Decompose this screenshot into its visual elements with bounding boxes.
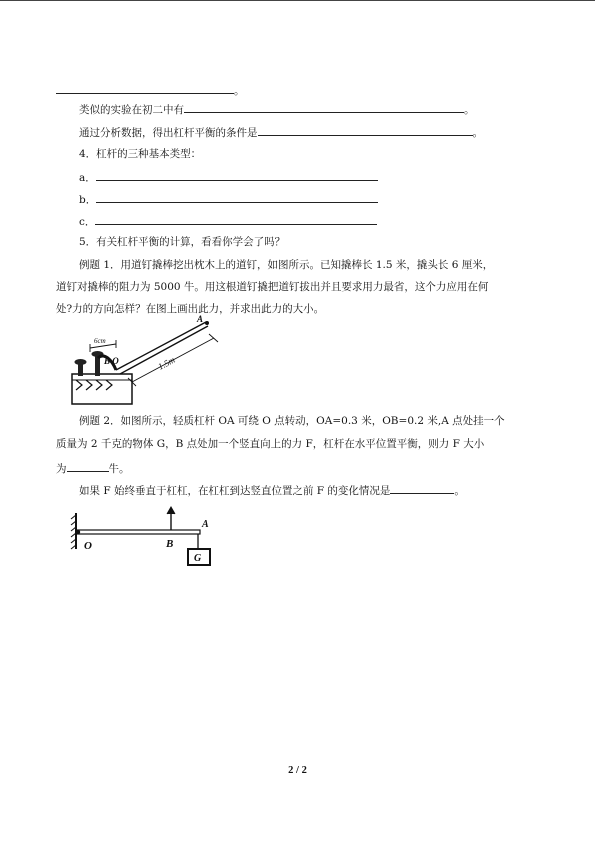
label-bo: B O <box>104 356 119 366</box>
line-end: 。 <box>464 104 475 116</box>
answer-blank[interactable] <box>95 213 377 225</box>
top-border <box>0 0 595 1</box>
option-label: b． <box>79 194 97 206</box>
answer-blank[interactable] <box>96 169 378 181</box>
text: 如果 F 始终垂直于杠杠，在杠杠到达竖直位置之前 F 的变化情况是 <box>79 485 391 497</box>
label-a: A <box>202 519 209 530</box>
label-g: G <box>194 553 202 564</box>
label-6cm: 6cm <box>94 337 106 345</box>
option-label: a． <box>79 172 96 184</box>
text: 为 <box>56 463 67 475</box>
answer-blank[interactable] <box>96 191 378 203</box>
text: 通过分析数据，得出杠杆平衡的条件是 <box>79 127 258 139</box>
label-o: O <box>84 540 92 552</box>
crowbar-figure <box>68 314 228 410</box>
label-1-5m: 1.5m <box>156 354 177 372</box>
answer-blank[interactable] <box>258 124 473 136</box>
answer-blank[interactable] <box>184 101 464 113</box>
lever-figure <box>70 505 230 573</box>
line-end: 。 <box>454 485 465 497</box>
text: 牛。 <box>108 463 130 475</box>
label-a: A <box>197 314 204 324</box>
answer-blank[interactable] <box>390 482 454 494</box>
answer-blank[interactable] <box>67 460 109 472</box>
label-b: B <box>166 538 174 550</box>
page-number: 2 / 2 <box>288 765 307 776</box>
line-end: 。 <box>234 85 245 97</box>
option-label: c． <box>79 216 96 228</box>
line-end: 。 <box>472 127 483 139</box>
answer-blank[interactable] <box>56 82 234 94</box>
text: 类似的实验在初二中有 <box>79 104 184 116</box>
